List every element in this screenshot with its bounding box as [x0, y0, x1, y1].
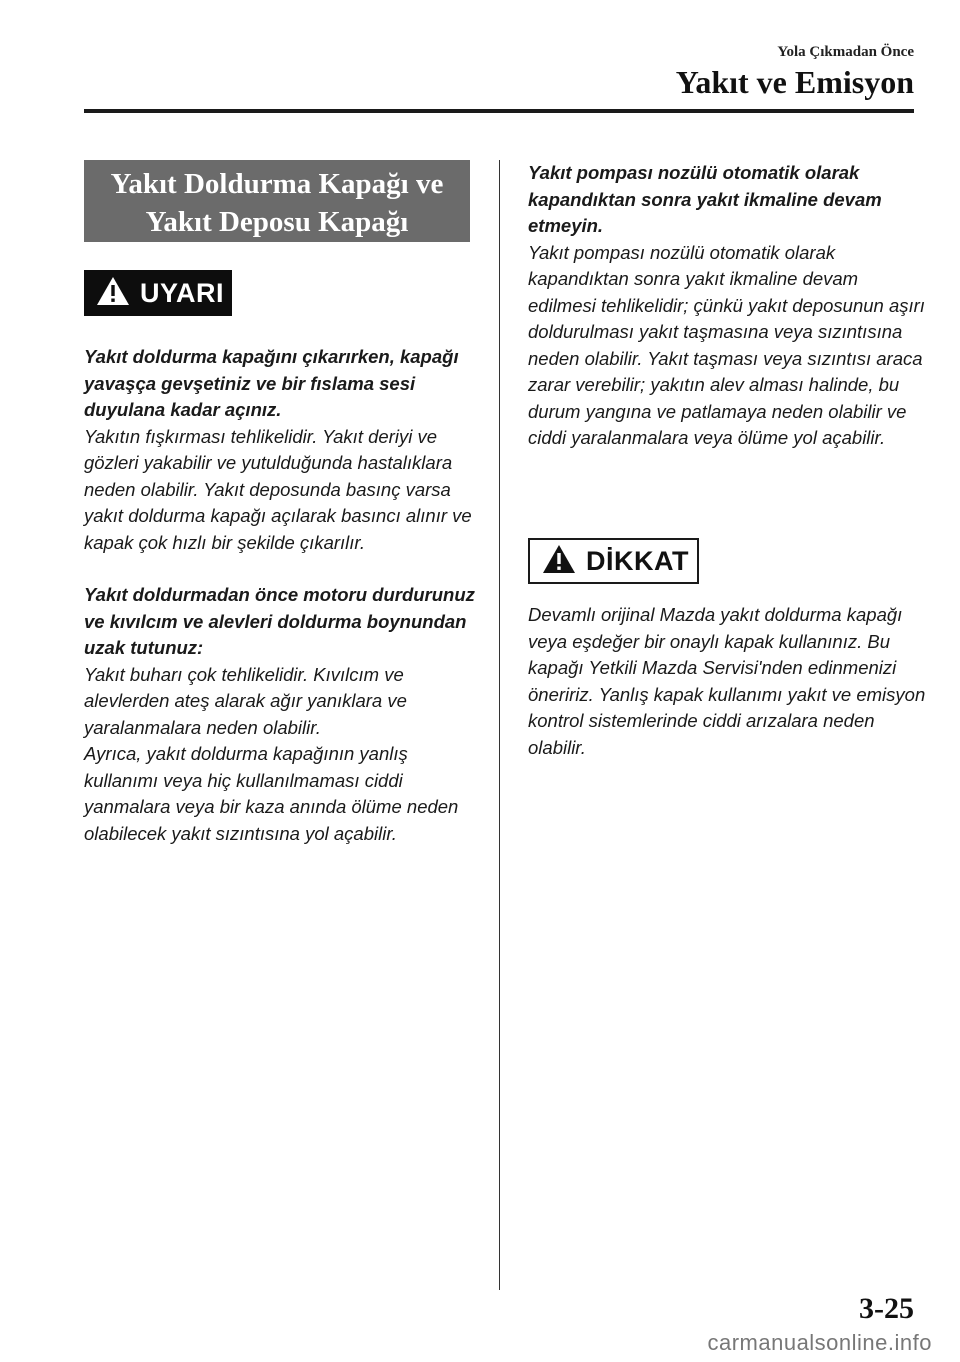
- page-number: 3-25: [859, 1292, 914, 1325]
- warning-body-3: Yakıt pompası nozülü otomatik olarak kapandıktan sonra yakıt ikmaline devam edilmesi tehlikelidir; çünkü yakıt deposunun aşırı doldurulması yakıt taşmasına veya sızıntısına neden olabilir. Yakıt taşması veya sızıntısı araca zarar verebilir; yakıtın alev alması halinde, bu durum yangına ve patlamaya neden olabilir ve ciddi yaralanmalara veya ölüme yol açabilir.: [528, 241, 925, 448]
- section-title-line2: Yakıt Deposu Kapağı: [145, 206, 409, 238]
- caution-body: Devamlı orijinal Mazda yakıt doldurma kapağı veya eşdeğer bir onaylı kapak kullanınız. Bu kapağı Yetkili Mazda Servisi'nden edinmenizi öneririz. Yanlış kapak kullanımı yakıt ve emisyon kontrol sistemlerinde ciddi arızalara neden olabilir.: [528, 604, 926, 758]
- watermark: carmanualsonline.info: [707, 1330, 932, 1355]
- warning-right-column: [528, 160, 928, 452]
- warning-body-1: Yakıtın fışkırması tehlikelidir. Yakıt deriyi ve gözleri yakabilir ve yutulduğunda hastalıklara neden olabilir. Yakıt deposunda basınç varsa yakıt doldurma kapağı açılarak basıncı alınır ve kapak çok hızlı bir şekilde çıkarılır.: [84, 425, 472, 553]
- warning-triangle-icon: [542, 544, 576, 579]
- warning-heading-3: Yakıt pompası nozülü otomatik olarak kapandıktan sonra yakıt ikmaline devam etmeyin.: [528, 162, 882, 236]
- caution-label: DİKKAT: [586, 545, 689, 576]
- warning-left-column: [84, 344, 484, 847]
- warning-heading-2: Yakıt doldurmadan önce motoru durdurunuz ve kıvılcım ve alevleri doldurma boynundan uzak tutunuz:: [84, 584, 475, 658]
- header-rule: [84, 109, 914, 113]
- caution-badge: [528, 538, 699, 584]
- warning-heading-1: Yakıt doldurma kapağını çıkarırken, kapağı yavaşça gevşetiniz ve bir fıslama sesi duyulana kadar açınız.: [84, 346, 459, 420]
- warning-body-2: Yakıt buharı çok tehlikelidir. Kıvılcım ve alevlerden ateş alarak ağır yanıklara ve yaralanmalara neden olabilir.: [84, 663, 407, 738]
- warning-label: UYARI: [140, 277, 225, 308]
- section-title-line1: Yakıt Doldurma Kapağı ve: [110, 168, 444, 200]
- warning-triangle-icon: [96, 276, 130, 311]
- warning-body-2b: Ayrıca, yakıt doldurma kapağının yanlış kullanımı veya hiç kullanılmaması ciddi yanmalara veya bir kaza anında ölüme neden olabilecek yakıt sızıntısına yol açabilir.: [84, 743, 459, 844]
- column-divider: [499, 160, 500, 1290]
- chapter-label: Yola Çıkmadan Önce: [777, 44, 914, 60]
- warning-badge: [84, 270, 232, 316]
- page-title: Yakıt ve Emisyon: [675, 64, 914, 100]
- caution-text: [528, 602, 928, 761]
- section-title: [84, 160, 470, 242]
